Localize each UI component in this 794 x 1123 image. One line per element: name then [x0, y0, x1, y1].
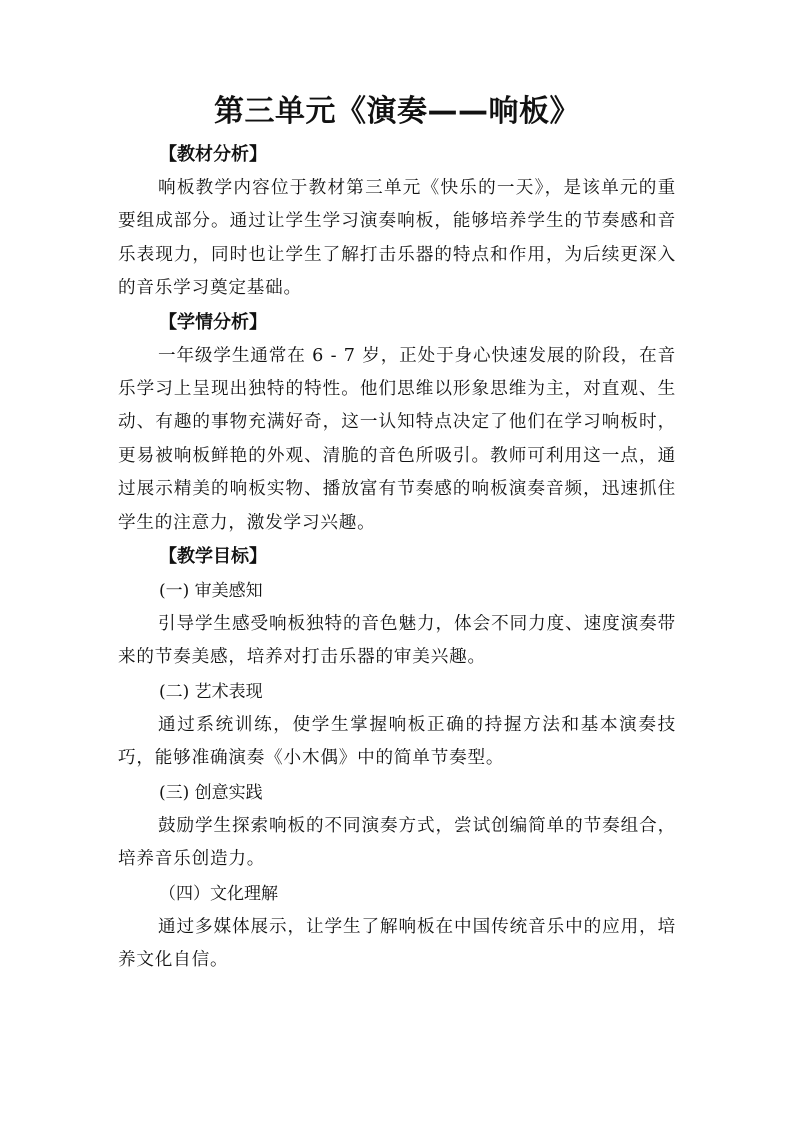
section-teaching-goals [118, 540, 676, 977]
section-heading: 【学情分析】 [159, 311, 267, 333]
goal-paragraph: 通过系统训练，使学生掌握响板正确的持握方法和基本演奏技巧，能够准确演奏《小木偶》中的简单节奏型。 [118, 714, 676, 769]
goal-label: (一) 审美感知 [159, 581, 263, 602]
document-title: 第三单元《演奏——响板》 [214, 94, 580, 129]
goal-paragraph: 通过多媒体展示，让学生了解响板在中国传统音乐中的应用，培养文化自信。 [118, 916, 676, 970]
goal-paragraph: 引导学生感受响板独特的音色魅力，体会不同力度、速度演奏带来的节奏美感，培养对打击乐器的审美兴趣。 [118, 614, 676, 668]
section-heading: 【教学目标】 [159, 546, 267, 568]
section-student-analysis [118, 306, 676, 540]
goal-label: （四）文化理解 [159, 883, 278, 904]
goal-label: (三) 创意实践 [159, 782, 263, 803]
section-material-analysis [118, 138, 676, 306]
section-paragraph: 响板教学内容位于教材第三单元《快乐的一天》，是该单元的重要组成部分。通过让学生学习演奏响板，能够培养学生的节奏感和音乐表现力，同时也让学生了解打击乐器的特点和作用，为后续更深入的音乐学习奠定基础。 [118, 178, 676, 299]
section-paragraph: 一年级学生通常在 6 - 7 岁，正处于身心快速发展的阶段，在音乐学习上呈现出独特的特性。他们思维以形象思维为主，对直观、生动、有趣的事物充满好奇，这一认知特点决定了他们在学习响板时，更易被响板鲜艳的外观、清脆的音色所吸引。教师可利用这一点，通过展示精美的响板实物、播放富有节奏感的响板演奏音频，迅速抓住学生的注意力，激发学习兴趣。 [118, 345, 676, 533]
goal-label: (二) 艺术表现 [159, 681, 263, 702]
goal-paragraph: 鼓励学生探索响板的不同演奏方式，尝试创编简单的节奏组合，培养音乐创造力。 [118, 815, 676, 870]
section-heading: 【教材分析】 [159, 144, 267, 165]
